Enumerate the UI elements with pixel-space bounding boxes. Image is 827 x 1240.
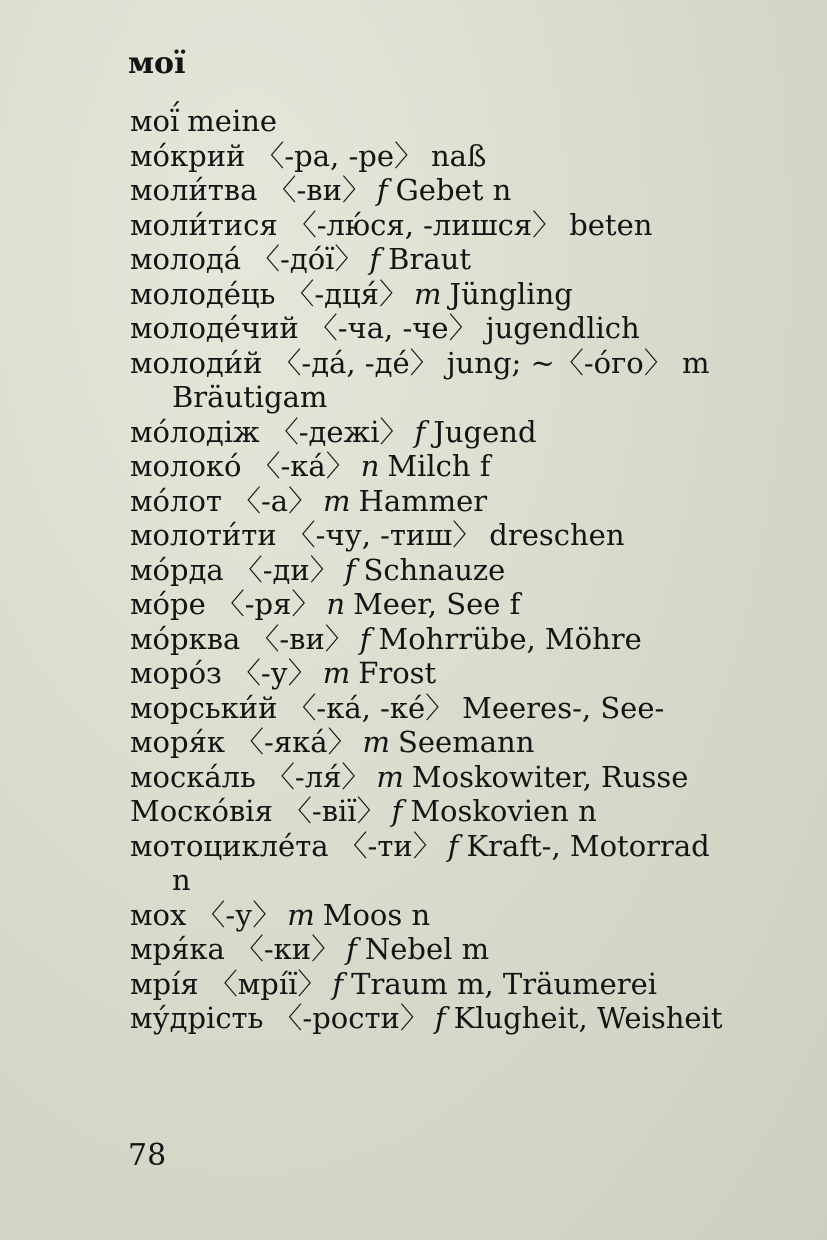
gender-marker: f	[369, 242, 381, 276]
grammar-note: 〈-чу, -тиш〉	[286, 518, 482, 552]
grammar-note: 〈-ка́, -ке́〉	[287, 690, 455, 725]
grammar-note: 〈-ля́〉	[265, 759, 371, 794]
entry	[130, 518, 730, 553]
translation: jugendlich	[485, 311, 640, 345]
gender-marker: n	[360, 449, 380, 483]
entry	[130, 346, 730, 415]
headword: мо́ре	[130, 587, 206, 621]
grammar-note: 〈-ча, -че〉	[308, 311, 478, 345]
entry	[130, 277, 730, 312]
entry	[130, 139, 730, 174]
headword: молоти́ти	[130, 518, 277, 552]
headword: молоко́	[130, 449, 242, 483]
translation: Traum m, Träumerei	[351, 966, 658, 1001]
page-number: 78	[128, 1138, 167, 1173]
grammar-note: 〈-ра, -ре〉	[255, 138, 423, 173]
grammar-note: 〈-до́ї〉	[251, 242, 364, 276]
headword: Моско́вія	[130, 794, 273, 828]
entry	[130, 449, 730, 484]
entry	[130, 725, 730, 760]
entry	[130, 898, 730, 933]
gender-marker: f	[359, 621, 371, 656]
entry	[130, 208, 730, 243]
grammar-note: 〈-яка́〉	[235, 725, 357, 759]
entry	[130, 415, 730, 450]
headword: морськи́й	[130, 690, 278, 725]
grammar-note: 〈-у〉	[196, 897, 282, 932]
gender-marker: m	[323, 483, 351, 518]
grammar-note: 〈-лю́ся, -лишся〉	[287, 207, 562, 242]
entry	[130, 794, 730, 829]
translation: Gebet n	[395, 173, 512, 207]
translation: Moskowiter, Russe	[411, 759, 689, 794]
entry	[130, 932, 730, 967]
grammar-note: 〈-вії〉	[282, 794, 386, 828]
headword: мотоцикле́та	[130, 828, 329, 863]
headword: мох	[130, 897, 187, 932]
gender-marker: m	[376, 759, 404, 794]
grammar-note: 〈-ви〉	[250, 621, 354, 656]
entry	[130, 622, 730, 657]
translation: Kraft-, Motorrad n	[172, 828, 710, 897]
translation: Milch f	[387, 449, 491, 483]
entry	[130, 242, 730, 277]
entry	[130, 104, 730, 139]
headword: му́дрість	[130, 1001, 264, 1035]
headword: моли́тися	[130, 207, 278, 242]
entry	[130, 691, 730, 726]
translation: Mohrrübe, Möhre	[378, 621, 642, 656]
headword: молода́	[130, 242, 242, 276]
translation: Nebel m	[364, 932, 490, 966]
gender-marker: m	[322, 656, 351, 690]
entry	[130, 829, 730, 898]
headword: молоде́ць	[130, 276, 276, 311]
translation: Meeres-, See-	[462, 690, 665, 725]
entry	[130, 656, 730, 691]
translation: dreschen	[489, 518, 625, 552]
grammar-note: 〈-ти〉	[338, 828, 442, 863]
translation: Jugend	[433, 414, 537, 449]
entry	[130, 967, 730, 1002]
grammar-note: 〈-рости〉	[273, 1001, 429, 1035]
gender-marker: f	[434, 1001, 446, 1035]
gender-marker: m	[287, 897, 315, 932]
grammar-note: 〈-ки〉	[234, 932, 341, 966]
gender-marker: f	[332, 966, 344, 1001]
translation: naß	[431, 138, 487, 173]
translation: Meer, See f	[353, 587, 521, 621]
grammar-note: 〈мрі́ї〉	[208, 966, 327, 1001]
translation: Schnauze	[363, 552, 506, 587]
translation: Klugheit, Weisheit	[453, 1001, 723, 1035]
headword: мо́рква	[130, 621, 241, 656]
translation: meine	[187, 104, 278, 138]
translation: Moos n	[322, 897, 431, 932]
grammar-note: 〈-ви〉	[267, 173, 371, 207]
grammar-note: 〈-ка́〉	[251, 449, 355, 483]
headword: мо́лот	[130, 483, 222, 518]
grammar-note: 〈-да́, -де́〉	[272, 345, 439, 380]
translation: jung; ~〈-о́го〉 m Bräutigam	[172, 345, 710, 414]
headword: молоди́й	[130, 345, 263, 380]
headword: мо́крий	[130, 138, 246, 173]
headword: моря́к	[130, 725, 226, 759]
grammar-note: 〈-дця́〉	[285, 276, 408, 311]
gender-marker: f	[344, 552, 356, 587]
entry	[130, 1001, 730, 1036]
running-head: мої	[128, 46, 186, 81]
gender-marker: f	[346, 932, 357, 966]
gender-marker: f	[391, 794, 403, 828]
grammar-note: 〈-ря〉	[215, 587, 321, 621]
translation: Moskovien n	[410, 794, 597, 828]
headword: мря́ка	[130, 932, 225, 966]
translation: Seemann	[398, 725, 535, 759]
translation: beten	[569, 207, 653, 242]
translation: Jüngling	[449, 276, 573, 311]
headword: моли́тва	[130, 173, 258, 207]
translation: Hammer	[358, 483, 488, 518]
gender-marker: f	[447, 828, 459, 863]
headword: моро́з	[130, 656, 222, 690]
headword: мо́рда	[130, 552, 224, 587]
gender-marker: m	[413, 276, 442, 311]
entry	[130, 311, 730, 346]
headword: моска́ль	[130, 759, 256, 794]
gender-marker: f	[376, 173, 388, 207]
translation: Frost	[358, 656, 437, 690]
grammar-note: 〈-ди〉	[233, 552, 339, 587]
grammar-note: 〈-а〉	[231, 483, 318, 518]
entry	[130, 173, 730, 208]
entry	[130, 760, 730, 795]
headword: молоде́чий	[130, 311, 299, 345]
entry	[130, 587, 730, 622]
gender-marker: n	[326, 587, 346, 621]
grammar-note: 〈-у〉	[231, 656, 317, 690]
grammar-note: 〈-дежі〉	[269, 414, 409, 449]
headword: мрі́я	[130, 966, 199, 1001]
entry	[130, 553, 730, 588]
gender-marker: f	[414, 414, 426, 449]
entry-list	[130, 104, 730, 1036]
headword: мої́	[130, 104, 180, 138]
entry	[130, 484, 730, 519]
gender-marker: m	[362, 725, 391, 759]
headword: мо́лодіж	[130, 414, 260, 449]
translation: Braut	[388, 242, 471, 276]
